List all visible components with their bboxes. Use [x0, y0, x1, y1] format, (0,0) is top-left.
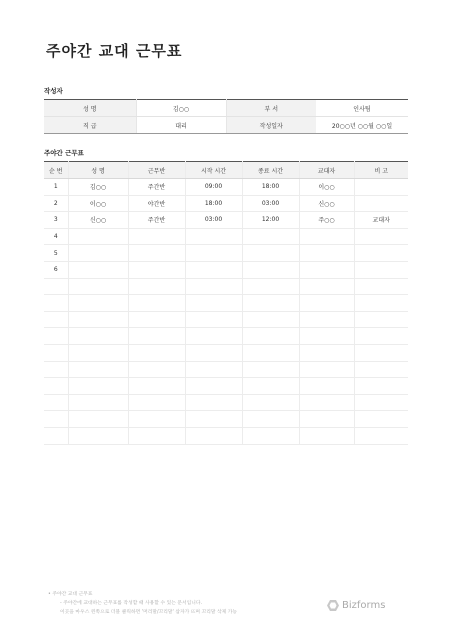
bizforms-logo	[327, 600, 385, 611]
cell-name[interactable]	[68, 427, 128, 444]
cell-name[interactable]	[68, 411, 128, 428]
cell-name[interactable]	[68, 328, 128, 345]
cell-name[interactable]	[68, 378, 128, 395]
cell-start-time[interactable]: 18:00	[185, 195, 242, 212]
cell-start-time[interactable]: 09:00	[185, 179, 242, 196]
cell-end-time[interactable]: 12:00	[242, 212, 299, 229]
date-value[interactable]: 20○○년 ○○월 ○○일	[316, 117, 408, 134]
cell-relief[interactable]	[299, 378, 354, 395]
cell-end-time[interactable]	[242, 278, 299, 295]
cell-number	[44, 394, 68, 411]
schedule-row	[44, 245, 408, 262]
schedule-row	[44, 311, 408, 328]
cell-relief[interactable]	[299, 228, 354, 245]
cell-start-time[interactable]	[185, 361, 242, 378]
cell-number: 3	[44, 212, 68, 229]
schedule-section-heading: 주야간 근무표	[44, 149, 84, 157]
author-info-row	[44, 117, 408, 134]
cell-start-time[interactable]	[185, 295, 242, 312]
cell-end-time[interactable]	[242, 261, 299, 278]
schedule-row	[44, 195, 408, 212]
cell-relief[interactable]: 신○○	[299, 195, 354, 212]
cell-number: 2	[44, 195, 68, 212]
cell-remarks[interactable]	[354, 195, 408, 212]
cell-end-time[interactable]	[242, 411, 299, 428]
cell-relief[interactable]	[299, 411, 354, 428]
cell-relief[interactable]	[299, 361, 354, 378]
col-header-start-time: 시작 시간	[185, 162, 242, 179]
bizforms-logo-icon	[327, 600, 339, 611]
schedule-row	[44, 394, 408, 411]
col-header-name: 성 명	[68, 162, 128, 179]
department-label: 부 서	[226, 100, 316, 117]
cell-number: 1	[44, 179, 68, 196]
cell-name[interactable]	[68, 245, 128, 262]
cell-shift[interactable]: 야간반	[128, 195, 185, 212]
cell-start-time[interactable]	[185, 378, 242, 395]
cell-end-time[interactable]: 18:00	[242, 179, 299, 196]
cell-start-time[interactable]	[185, 394, 242, 411]
bizforms-logo-text: Bizforms	[342, 600, 386, 611]
cell-end-time[interactable]: 03:00	[242, 195, 299, 212]
cell-remarks[interactable]	[354, 179, 408, 196]
cell-name[interactable]	[68, 228, 128, 245]
schedule-row	[44, 179, 408, 196]
cell-relief[interactable]	[299, 261, 354, 278]
cell-number	[44, 378, 68, 395]
cell-remarks[interactable]	[354, 361, 408, 378]
cell-relief[interactable]	[299, 328, 354, 345]
cell-end-time[interactable]	[242, 228, 299, 245]
schedule-header-row	[44, 162, 408, 179]
cell-start-time[interactable]	[185, 228, 242, 245]
col-header-shift: 근무반	[128, 162, 185, 179]
cell-start-time[interactable]	[185, 245, 242, 262]
name-label: 성 명	[44, 100, 136, 117]
schedule-row	[44, 212, 408, 229]
cell-name[interactable]	[68, 394, 128, 411]
cell-remarks[interactable]	[354, 328, 408, 345]
cell-remarks[interactable]	[354, 311, 408, 328]
rank-label: 직 급	[44, 117, 136, 134]
cell-name[interactable]	[68, 311, 128, 328]
schedule-row	[44, 228, 408, 245]
cell-shift[interactable]	[128, 378, 185, 395]
department-value[interactable]: 인사팀	[316, 100, 408, 117]
cell-number: 4	[44, 228, 68, 245]
cell-number: 6	[44, 261, 68, 278]
col-header-end-time: 종료 시간	[242, 162, 299, 179]
cell-end-time[interactable]	[242, 311, 299, 328]
cell-end-time[interactable]	[242, 245, 299, 262]
cell-number	[44, 411, 68, 428]
schedule-row	[44, 261, 408, 278]
schedule-row	[44, 378, 408, 395]
cell-start-time[interactable]	[185, 278, 242, 295]
cell-shift[interactable]	[128, 245, 185, 262]
cell-relief[interactable]	[299, 278, 354, 295]
cell-number	[44, 311, 68, 328]
cell-end-time[interactable]	[242, 378, 299, 395]
author-info-row	[44, 100, 408, 117]
cell-relief[interactable]	[299, 295, 354, 312]
cell-shift[interactable]	[128, 295, 185, 312]
schedule-row	[44, 295, 408, 312]
cell-number: 5	[44, 245, 68, 262]
cell-shift[interactable]	[128, 228, 185, 245]
cell-end-time[interactable]	[242, 427, 299, 444]
cell-shift[interactable]	[128, 311, 185, 328]
cell-end-time[interactable]	[242, 394, 299, 411]
cell-name[interactable]	[68, 361, 128, 378]
document-title: 주야간 교대 근무표	[46, 42, 183, 60]
cell-remarks[interactable]	[354, 378, 408, 395]
cell-remarks[interactable]	[354, 394, 408, 411]
footer-note	[48, 590, 237, 617]
rank-value[interactable]: 대리	[136, 117, 226, 134]
date-label: 작성일자	[226, 117, 316, 134]
cell-number	[44, 295, 68, 312]
cell-remarks[interactable]	[354, 427, 408, 444]
cell-name[interactable]	[68, 261, 128, 278]
cell-name[interactable]	[68, 295, 128, 312]
cell-remarks[interactable]	[354, 261, 408, 278]
schedule-row	[44, 361, 408, 378]
cell-remarks[interactable]	[354, 245, 408, 262]
cell-shift[interactable]: 주간반	[128, 179, 185, 196]
cell-start-time[interactable]	[185, 411, 242, 428]
cell-remarks[interactable]	[354, 228, 408, 245]
cell-shift[interactable]	[128, 261, 185, 278]
cell-start-time[interactable]	[185, 427, 242, 444]
col-header-remarks: 비 고	[354, 162, 408, 179]
author-section-heading: 작성자	[44, 87, 63, 95]
cell-shift[interactable]: 주간반	[128, 212, 185, 229]
cell-end-time[interactable]	[242, 344, 299, 361]
col-header-relief: 교대자	[299, 162, 354, 179]
cell-remarks[interactable]	[354, 278, 408, 295]
cell-end-time[interactable]	[242, 295, 299, 312]
schedule-row	[44, 411, 408, 428]
cell-start-time[interactable]	[185, 261, 242, 278]
cell-remarks[interactable]	[354, 344, 408, 361]
cell-start-time[interactable]	[185, 311, 242, 328]
cell-relief[interactable]	[299, 344, 354, 361]
cell-relief[interactable]: 이○○	[299, 179, 354, 196]
cell-relief[interactable]	[299, 311, 354, 328]
cell-start-time[interactable]	[185, 328, 242, 345]
name-value[interactable]: 김○○	[136, 100, 226, 117]
cell-relief[interactable]	[299, 245, 354, 262]
cell-shift[interactable]	[128, 361, 185, 378]
cell-number	[44, 278, 68, 295]
cell-end-time[interactable]	[242, 361, 299, 378]
cell-shift[interactable]	[128, 344, 185, 361]
cell-end-time[interactable]	[242, 328, 299, 345]
cell-name[interactable]	[68, 344, 128, 361]
schedule-row	[44, 344, 408, 361]
footer-line-title: • 주야간 교대 근무표	[48, 592, 93, 597]
cell-start-time[interactable]	[185, 344, 242, 361]
cell-number	[44, 328, 68, 345]
cell-name[interactable]: 김○○	[68, 179, 128, 196]
cell-number	[44, 344, 68, 361]
cell-relief[interactable]	[299, 394, 354, 411]
cell-shift[interactable]	[128, 427, 185, 444]
footer-line-instruction: 이곳을 마우스 왼쪽으로 더블 클릭하면 '머리말/꼬리말' 삽자가 뜨며 꼬리말 삭제 가능	[60, 610, 238, 615]
col-header-number: 순 번	[44, 162, 68, 179]
schedule-row	[44, 427, 408, 444]
cell-shift[interactable]	[128, 278, 185, 295]
cell-number	[44, 361, 68, 378]
cell-relief[interactable]	[299, 427, 354, 444]
shift-schedule-table	[44, 161, 408, 445]
cell-name[interactable]	[68, 278, 128, 295]
cell-relief[interactable]: 주○○	[299, 212, 354, 229]
cell-name[interactable]: 신○○	[68, 212, 128, 229]
cell-shift[interactable]	[128, 411, 185, 428]
footer-line-description: - 주야간에 교대하는 근무표를 작성할 때 사용할 수 있는 문서입니다.	[60, 601, 203, 606]
schedule-row	[44, 328, 408, 345]
author-info-table	[44, 99, 408, 134]
cell-number	[44, 427, 68, 444]
cell-remarks[interactable]	[354, 295, 408, 312]
cell-name[interactable]: 이○○	[68, 195, 128, 212]
cell-shift[interactable]	[128, 394, 185, 411]
cell-remarks[interactable]	[354, 411, 408, 428]
schedule-row	[44, 278, 408, 295]
cell-remarks[interactable]: 교대자	[354, 212, 408, 229]
cell-shift[interactable]	[128, 328, 185, 345]
cell-start-time[interactable]: 03:00	[185, 212, 242, 229]
